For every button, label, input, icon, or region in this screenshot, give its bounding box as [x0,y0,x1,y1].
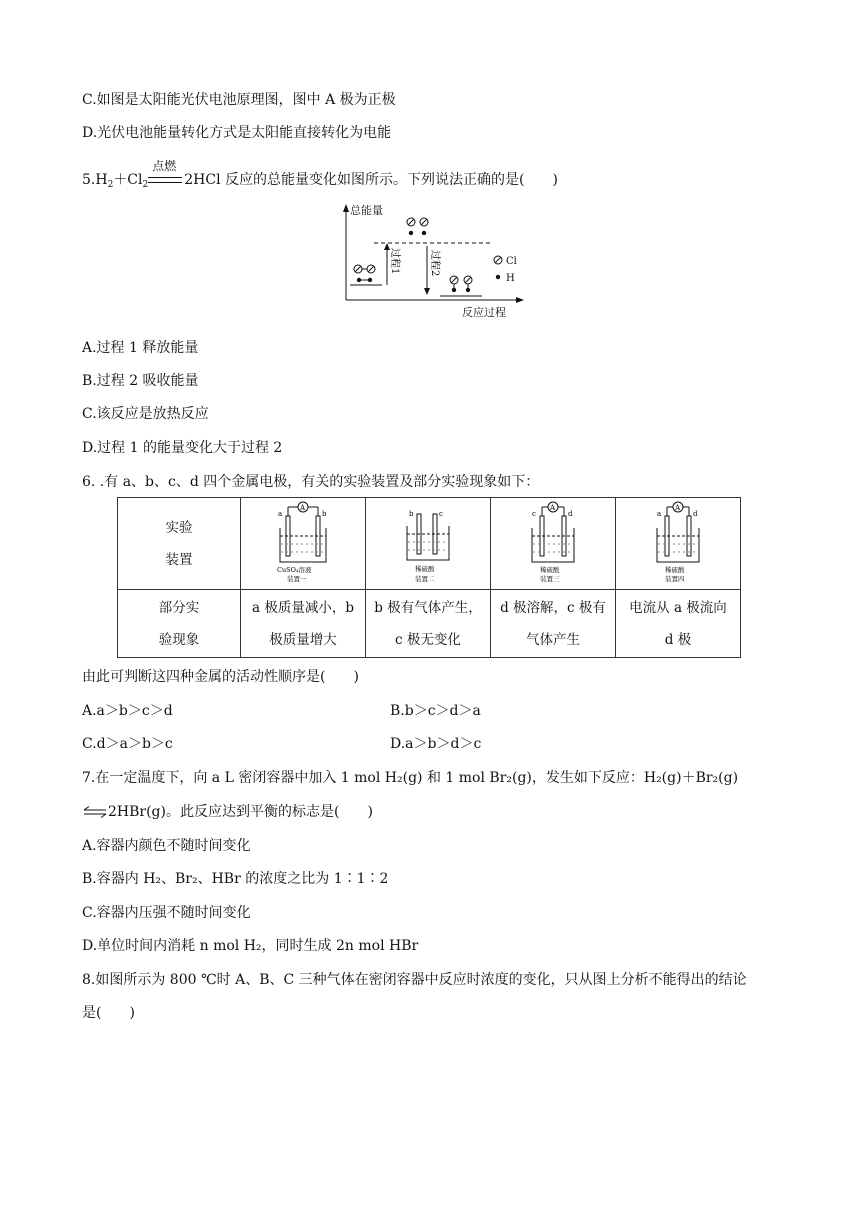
device-4-cell [615,498,740,590]
svg-text:d: d [567,509,573,518]
q7-stem-line2: 2HBr(g)。此反应达到平衡的标志是( ) [82,802,373,822]
q8-stem-line2: 是( ) [82,1005,135,1021]
reaction-condition: 点燃 [148,170,184,190]
y-axis-label: 总能量 [350,204,383,217]
process1-label: 过程1 [389,248,400,275]
svg-text:A: A [299,503,306,512]
legend-h: H [506,273,515,284]
svg-text:稀硫酸: 稀硫酸 [414,564,435,573]
process2-label: 过程2 [429,250,440,277]
svg-text:A: A [674,503,681,512]
device-3-diagram [518,500,588,584]
table-row: 实验 装置 A a b CuSO₄溶液 装置一 b c 稀硫酸 装置二 A c d 稀硫酸 装置三 A a d 稀硫酸 装置四 [118,498,741,590]
q7-stem-line1: 7.在一定温度下，向 a L 密闭容器中加入 1 mol H₂(g) 和 1 mol Br₂(g)，发生如下反应：H₂(g)＋Br₂(g) [82,770,739,786]
svg-text:装置一: 装置一 [286,574,307,583]
svg-text:c: c [438,509,443,518]
svg-text:稀硫酸: 稀硫酸 [664,565,685,574]
device-2-diagram [393,500,463,584]
equilibrium-arrow-icon [82,806,108,818]
device-3-cell [490,498,615,590]
svg-text:装置二: 装置二 [414,574,435,583]
svg-text:装置四: 装置四 [664,574,685,583]
svg-text:装置三: 装置三 [539,574,560,583]
q7-option-c: C.容器内压强不随时间变化 [82,905,251,921]
q8-stem-line1: 8.如图所示为 800 ℃时 A、B、C 三种气体在密闭容器中反应时浓度的变化，只从图上分析不能得出的结论 [82,972,747,988]
q6-stem: 6. .有 a、b、c、d 四个金属电极，有关的实验装置及部分实验现象如下： [82,474,540,490]
q5-option-c: C.该反应是放热反应 [82,406,209,422]
svg-text:CuSO₄溶液: CuSO₄溶液 [276,565,312,574]
svg-text:a: a [656,509,662,518]
svg-text:b: b [321,509,327,518]
q4-option-c: C.如图是太阳能光伏电池原理图，图中 A 极为正极 [82,92,396,108]
device-1-cell [240,498,365,590]
device-1-diagram [268,500,338,584]
q5-option-b: B.过程 2 吸收能量 [82,373,199,389]
q5-option-a: A.过程 1 释放能量 [82,340,199,356]
device-4-diagram [643,500,713,584]
svg-text:a: a [277,509,283,518]
experiment-table [117,497,741,658]
svg-text:稀硫酸: 稀硫酸 [539,565,560,574]
energy-diagram [330,200,530,325]
q6-option-a: A.a＞b＞c＞d [82,703,173,719]
q7-option-b: B.容器内 H₂、Br₂、HBr 的浓度之比为 1∶1∶2 [82,871,389,887]
q6-option-d: D.a＞b＞d＞c [390,736,482,752]
q6-question: 由此可判断这四种金属的活动性顺序是( ) [82,669,359,685]
q4-option-d: D.光伏电池能量转化方式是太阳能直接转化为电能 [82,125,392,141]
q6-option-c: C.d＞a＞b＞c [82,736,173,752]
device-2-cell [365,498,490,590]
legend-cl: Cl [506,256,517,267]
q5-option-d: D.过程 1 的能量变化大于过程 2 [82,440,283,456]
q7-option-a: A.容器内颜色不随时间变化 [82,838,251,854]
svg-text:b: b [408,509,414,518]
svg-text:c: c [531,509,536,518]
q7-option-d: D.单位时间内消耗 n mol H₂，同时生成 2n mol HBr [82,938,419,954]
q6-option-b: B.b＞c＞d＞a [390,703,481,719]
x-axis-label: 反应过程 [462,306,506,319]
svg-text:d: d [692,509,698,518]
svg-text:A: A [549,503,556,512]
q5-stem: $5.H_2+Cl_2$ 点燃 2HCl 反应的总能量变化如图所示。下列说法正确的是( ) [82,159,558,190]
table-row: 部分实 验现象 a 极质量减小，b 极质量增大 b 极有气体产生， c 极无变化 d 极溶解，c 极有 气体产生 电流从 a 极流向 d 极 [118,590,741,658]
